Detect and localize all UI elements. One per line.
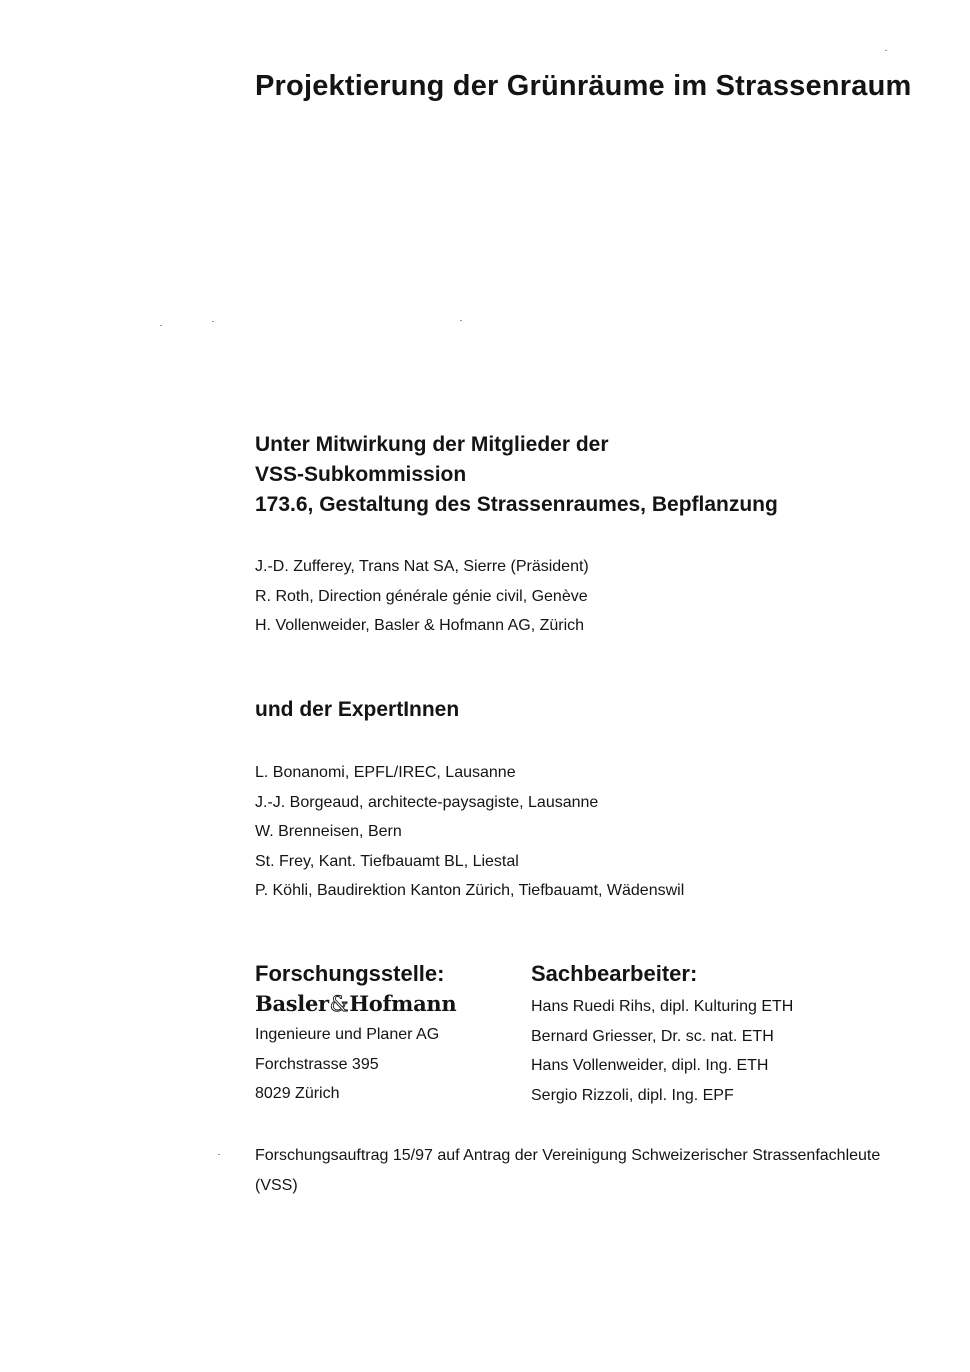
scan-speck xyxy=(160,325,162,326)
address-line: 8029 Zürich xyxy=(255,1085,340,1102)
address-line: Ingenieure und Planer AG xyxy=(255,1026,440,1043)
staff-block xyxy=(531,958,793,1110)
expert-member: J.-J. Borgeaud, architecte-paysagiste, Lausanne xyxy=(255,793,599,811)
committee-heading-line: Unter Mitwirkung der Mitglieder der xyxy=(255,433,609,456)
staff-list xyxy=(531,992,793,1110)
staff-member: Hans Ruedi Rihs, dipl. Kulturing ETH xyxy=(531,998,794,1015)
expert-member: L. Bonanomi, EPFL/IREC, Lausanne xyxy=(255,764,516,781)
scan-speck xyxy=(885,50,887,51)
logo-text: Hofmann xyxy=(349,991,457,1016)
committee-heading-line: VSS-Subkommission xyxy=(255,463,467,486)
expert-list xyxy=(255,758,684,906)
committee-heading-line: 173.6, Gestaltung des Strassenraumes, Bepflanzung xyxy=(255,493,778,516)
address-line: Forchstrasse 395 xyxy=(255,1055,379,1073)
research-center-heading: Forschungsstelle: xyxy=(255,961,445,986)
research-center-address xyxy=(255,1020,456,1109)
experts-heading: und der ExpertInnen xyxy=(255,698,460,721)
staff-heading: Sachbearbeiter: xyxy=(531,961,698,986)
logo-ampersand: & xyxy=(329,992,349,1016)
committee-member-list xyxy=(255,552,589,641)
staff-member: Sergio Rizzoli, dipl. Ing. EPF xyxy=(531,1086,734,1104)
committee-member: H. Vollenweider, Basler & Hofmann AG, Zürich xyxy=(255,617,585,634)
scan-speck xyxy=(212,321,214,322)
staff-member: Hans Vollenweider, dipl. Ing. ETH xyxy=(531,1057,769,1074)
research-center-block xyxy=(255,958,456,1109)
research-contract-note: Forschungsauftrag 15/97 auf Antrag der Vereinigung Schweizerischer Strassenfachleute (VSS) xyxy=(255,1147,881,1194)
committee-member: J.-D. Zufferey, Trans Nat SA, Sierre (Präsident) xyxy=(255,558,589,575)
committee-member: R. Roth, Direction générale génie civil, Genève xyxy=(255,587,588,605)
expert-member: St. Frey, Kant. Tiefbauamt BL, Liestal xyxy=(255,852,519,870)
page-title: Projektierung der Grünräume im Strassenraum xyxy=(255,70,912,102)
committee-heading xyxy=(255,430,778,520)
staff-member: Bernard Griesser, Dr. sc. nat. ETH xyxy=(531,1027,774,1045)
scan-speck xyxy=(460,320,462,321)
scan-speck xyxy=(218,1154,220,1155)
basler-hofmann-logo xyxy=(255,990,456,1018)
logo-text: Basler xyxy=(255,991,329,1016)
expert-member: W. Brenneisen, Bern xyxy=(255,823,402,840)
expert-member: P. Köhli, Baudirektion Kanton Zürich, Tiefbauamt, Wädenswil xyxy=(255,882,685,899)
